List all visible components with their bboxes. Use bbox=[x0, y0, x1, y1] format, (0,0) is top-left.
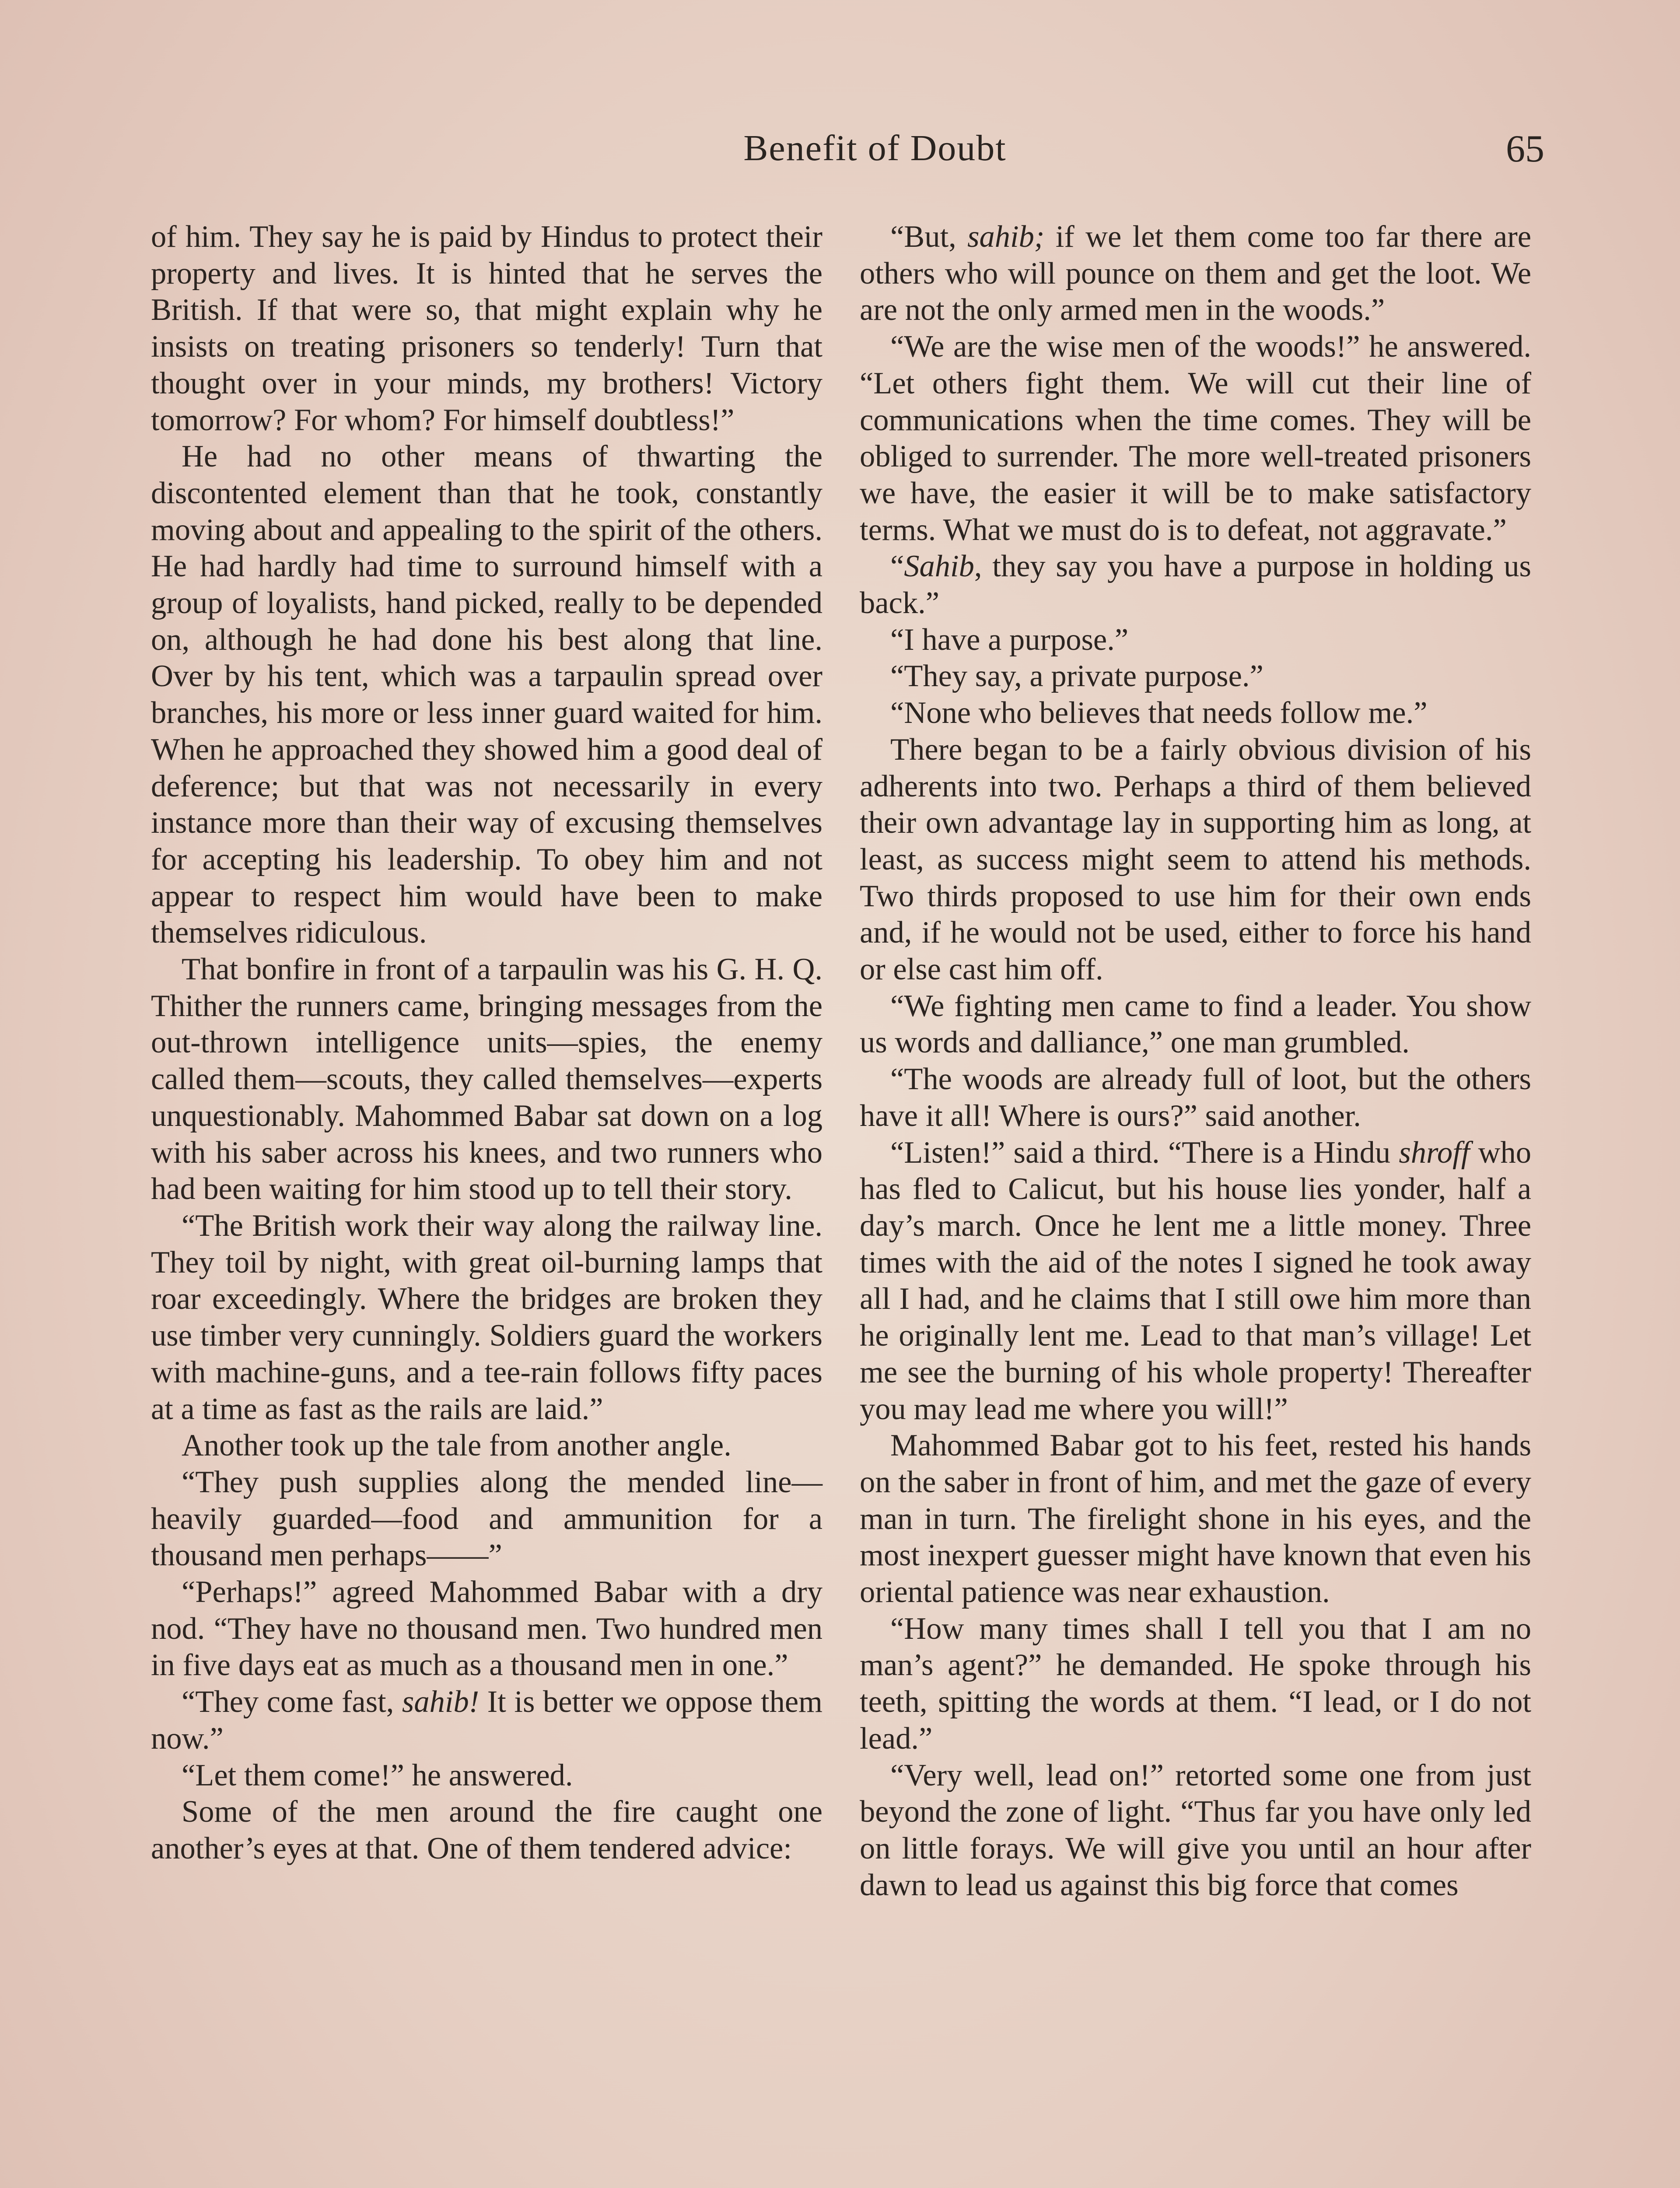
italic-word: Sahib bbox=[904, 549, 974, 584]
paragraph bbox=[151, 1684, 822, 1757]
paragraph: Mahommed Babar got to his feet, rested his hands on the saber in front of him, and met the gaze of every man in turn. The firelight shone in his eyes, and the most inexpert guesser might have known that even his oriental patience was near exhaustion. bbox=[860, 1428, 1531, 1609]
right-text-column bbox=[860, 219, 1531, 1904]
left-text-column bbox=[151, 219, 822, 1867]
italic-word: sahib! bbox=[402, 1685, 480, 1719]
paragraph: “None who believes that needs follow me.” bbox=[890, 696, 1428, 730]
text-run: “Listen!” said a third. “There is a Hindu bbox=[890, 1135, 1399, 1170]
paragraph: “They say, a private purpose.” bbox=[890, 659, 1264, 694]
page-number: 65 bbox=[1506, 128, 1544, 170]
paragraph: “The woods are already full of loot, but the others have it all! Where is ours?” said another. bbox=[860, 1062, 1531, 1133]
paragraph: Some of the men around the fire caught one another’s eyes at that. One of them tendered advice: bbox=[151, 1795, 822, 1865]
paragraph: “Perhaps!” agreed Mahommed Babar with a dry nod. “They have no thousand men. Two hundred men in five days eat as much as a thousand men in one.” bbox=[151, 1575, 822, 1683]
paragraph: “Let them come!” he answered. bbox=[182, 1758, 573, 1792]
paragraph: “We are the wise men of the woods!” he answered. “Let others fight them. We will cut their line of communications when the time comes. They will be obliged to surrender. The more well-treated prisoners we have, the easier it will be to make satisfactory terms. What we must do is to defeat, not aggravate.” bbox=[860, 330, 1531, 547]
paragraph: “I have a purpose.” bbox=[890, 622, 1129, 657]
running-head-title: Benefit of Doubt bbox=[743, 128, 1007, 168]
paragraph: “Very well, lead on!” retorted some one from just beyond the zone of light. “Thus far you have only led on little forays. We will give you until an hour after dawn to lead us against this big force that comes bbox=[860, 1758, 1531, 1902]
paragraph: “They push supplies along the mended line—heavily guarded—food and ammunition for a thousand men perhaps——” bbox=[151, 1465, 822, 1573]
text-run: , they say you have a purpose in holding us back.” bbox=[860, 549, 1531, 621]
paragraph: He had no other means of thwarting the discontented element than that he took, constantly moving about and appealing to the spirit of the others. He had hardly had time to surround himself with a group of loyalists, hand picked, really to be depended on, although he had done his best along that line. Over by his tent, which was a tarpaulin spread over branches, his more or less inner guard waited for him. When he approached they showed him a good deal of deference; but that was not necessarily in every instance more than their way of excusing themselves for accepting his leadership. To obey him and not appear to respect him would have been to make themselves ridiculous. bbox=[151, 439, 822, 950]
paragraph bbox=[860, 219, 1531, 329]
paragraph: Another took up the tale from another angle. bbox=[182, 1428, 732, 1463]
paragraph: That bonfire in front of a tarpaulin was his G. H. Q. Thither the runners came, bringing messages from the out-thrown intelligence units—spies, the enemy called them—scouts, they called themselves—experts unquestionably. Mahommed Babar sat down on a log with his saber across his knees, and two runners who had been waiting for him stood up to tell their story. bbox=[151, 952, 822, 1206]
text-run: who has fled to Calicut, but his house lies yonder, half a day’s march. Once he lent me a little money. Three times with the aid of the notes I signed he took away all I had, and he claims that I still owe him more than he originally lent me. Lead to that man’s village! Let me see the burning of his whole property! Thereafter you may lead me where you will!” bbox=[860, 1135, 1531, 1426]
paragraph: “The British work their way along the railway line. They toil by night, with great oil-burning lamps that roar exceedingly. Where the bridges are broken they use timber very cunningly. Soldiers guard the workers with machine-guns, and a tee-rain follows fifty paces at a time as fast as the rails are laid.” bbox=[151, 1208, 822, 1426]
paragraph: There began to be a fairly obvious division of his adherents into two. Perhaps a third of them believed their own advantage lay in supporting him as long, at least, as success might seem to attend his methods. Two thirds proposed to use him for their own ends and, if he would not be used, either to force his hand or else cast him off. bbox=[860, 732, 1531, 987]
paragraph: of him. They say he is paid by Hindus to protect their property and lives. It is hinted that he serves the British. If that were so, that might explain why he insists on treating prisoners so tenderly! Turn that thought over in your minds, my brothers! Victory tomorrow? For whom? For himself doubtless!” bbox=[151, 220, 822, 437]
text-run: “ bbox=[890, 549, 904, 584]
paragraph bbox=[860, 548, 1531, 621]
paragraph bbox=[860, 1135, 1531, 1428]
text-run: if we let them come too far there are others who will pounce on them and get the loot. We are not the only armed men in the woods.” bbox=[860, 220, 1531, 327]
paragraph: “We fighting men came to find a leader. You show us words and dalliance,” one man grumbled. bbox=[860, 989, 1531, 1060]
text-run: “They come fast, bbox=[182, 1685, 402, 1719]
paragraph: “How many times shall I tell you that I am no man’s agent?” he demanded. He spoke through his teeth, spitting the words at them. “I lead, or I do not lead.” bbox=[860, 1611, 1531, 1756]
italic-word: sahib; bbox=[967, 220, 1045, 254]
text-run: It is better we oppose them now.” bbox=[151, 1685, 823, 1756]
text-run: “But, bbox=[890, 220, 968, 254]
italic-word: shroff bbox=[1399, 1135, 1470, 1170]
